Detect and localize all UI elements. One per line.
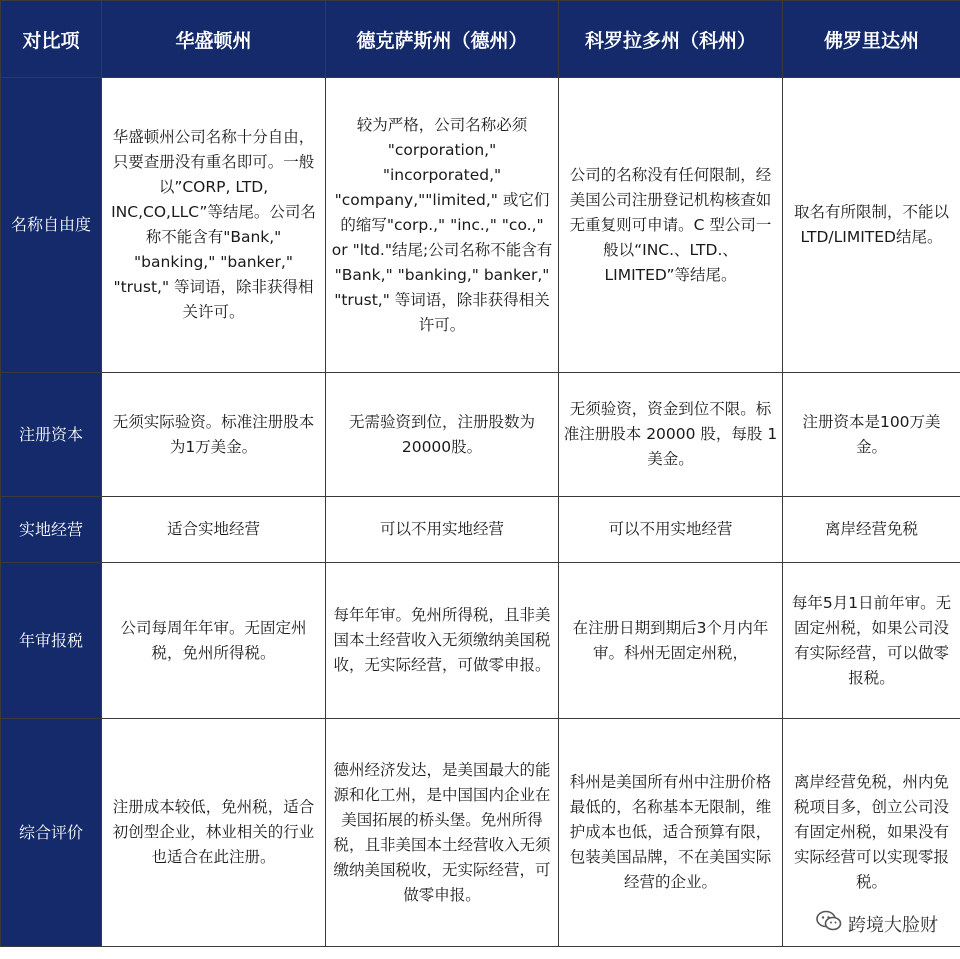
table-cell: 较为严格，公司名称必须 "corporation," "incorporated," "company,""limited," 或它们的缩写"corp.," "inc.," "co.," or "ltd."结尾;公司名称不能含有 "Bank," "banking," banker," "trust," 等词语，除非获得相关许可。 xyxy=(326,78,559,373)
table-cell: 离岸经营免税，州内免税项目多，创立公司没有固定州税，如果没有实际经营可以实现零报税。 xyxy=(783,719,960,947)
table-cell: 无须实际验资。标准注册股本为1万美金。 xyxy=(102,373,326,497)
table-row xyxy=(1,373,960,497)
header-row xyxy=(1,1,960,78)
table-cell: 可以不用实地经营 xyxy=(326,497,559,563)
row-label: 综合评价 xyxy=(1,719,102,947)
table-cell: 注册资本是100万美金。 xyxy=(783,373,960,497)
row-label: 实地经营 xyxy=(1,497,102,563)
table-row xyxy=(1,78,960,373)
table-cell: 每年5月1日前年审。无固定州税，如果公司没有实际经营，可以做零报税。 xyxy=(783,563,960,719)
table-cell: 注册成本较低，免州税，适合初创型企业，林业相关的行业也适合在此注册。 xyxy=(102,719,326,947)
table-cell: 离岸经营免税 xyxy=(783,497,960,563)
table-cell: 无须验资，资金到位不限。标准注册股本 20000 股，每股 1 美金。 xyxy=(559,373,783,497)
table-cell: 无需验资到位，注册股数为20000股。 xyxy=(326,373,559,497)
table-row xyxy=(1,497,960,563)
header-colorado: 科罗拉多州（科州） xyxy=(559,1,783,78)
header-washington: 华盛顿州 xyxy=(102,1,326,78)
header-florida: 佛罗里达州 xyxy=(783,1,960,78)
header-comparison-item: 对比项 xyxy=(1,1,102,78)
watermark-text: 跨境大脸财 xyxy=(848,914,938,936)
table-cell: 每年年审。免州所得税，且非美国本土经营收入无须缴纳美国税收，无实际经营，可做零申报。 xyxy=(326,563,559,719)
row-label: 注册资本 xyxy=(1,373,102,497)
table-cell: 德州经济发达，是美国最大的能源和化工州，是中国国内企业在美国拓展的桥头堡。免州所得税，且非美国本土经营收入无须缴纳美国税收，无实际经营，可做零申报。 xyxy=(326,719,559,947)
row-label: 年审报税 xyxy=(1,563,102,719)
table-row xyxy=(1,563,960,719)
row-label: 名称自由度 xyxy=(1,78,102,373)
table-cell: 华盛顿州公司名称十分自由，只要查册没有重名即可。一般以”CORP, LTD, INC,CO,LLC”等结尾。公司名称不能含有"Bank," "banking," "banker," "trust," 等词语，除非获得相关许可。 xyxy=(102,78,326,373)
table-cell: 可以不用实地经营 xyxy=(559,497,783,563)
table-cell: 公司每周年年审。无固定州税，免州所得税。 xyxy=(102,563,326,719)
table-cell: 适合实地经营 xyxy=(102,497,326,563)
table-cell: 在注册日期到期后3个月内年审。科州无固定州税， xyxy=(559,563,783,719)
table-cell: 取名有所限制，不能以LTD/LIMITED结尾。 xyxy=(783,78,960,373)
header-texas: 德克萨斯州（德州） xyxy=(326,1,559,78)
watermark xyxy=(816,910,938,937)
wechat-icon xyxy=(816,910,842,937)
table-cell: 公司的名称没有任何限制，经美国公司注册登记机构核查如无重复则可申请。C 型公司一般以“INC.、LTD.、LIMITED”等结尾。 xyxy=(559,78,783,373)
table-cell: 科州是美国所有州中注册价格最低的，名称基本无限制，维护成本也低，适合预算有限，包装美国品牌，不在美国实际经营的企业。 xyxy=(559,719,783,947)
